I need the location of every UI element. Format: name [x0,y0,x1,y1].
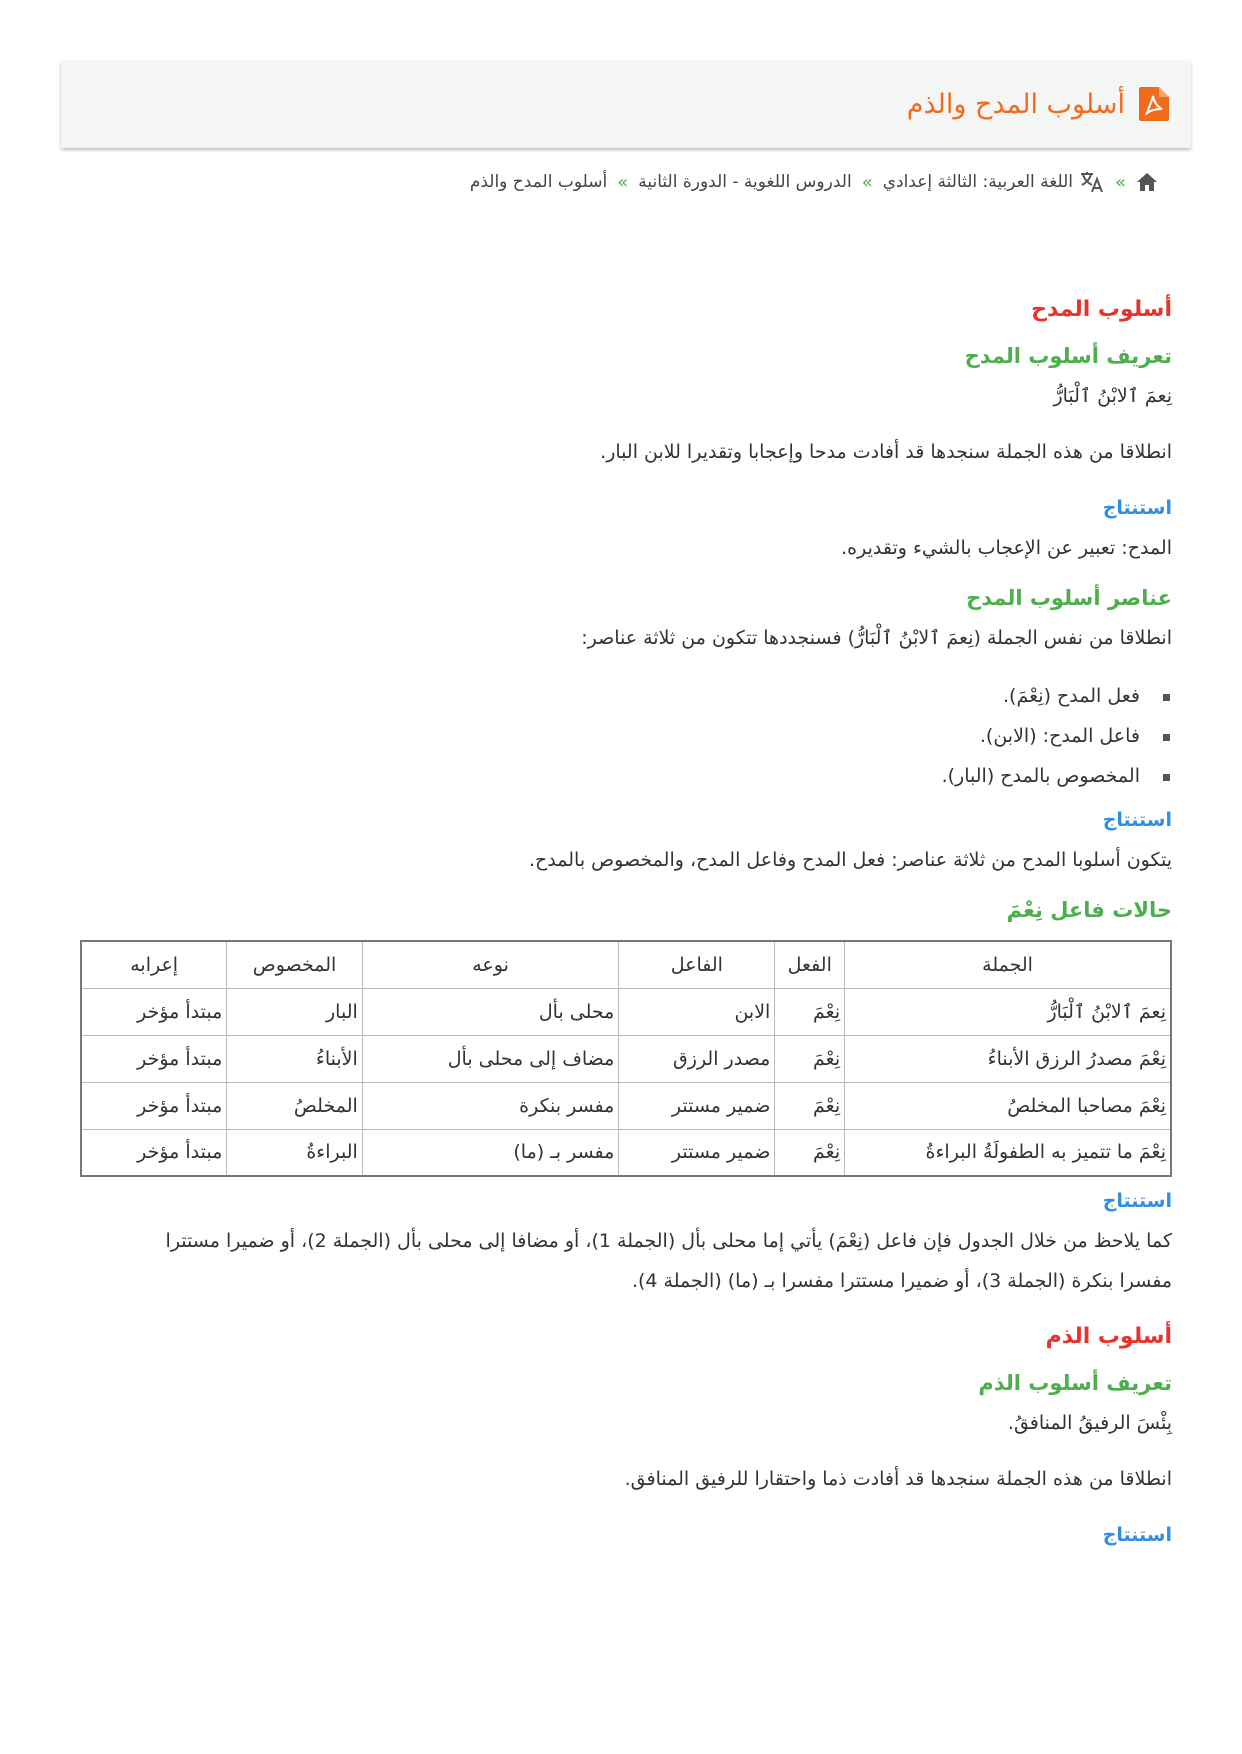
table-cell: مفسر بنكرة [362,1082,619,1129]
example-sentence-madh: نِعمَ ٱلابْنُ ٱلْبَارُّ [1053,385,1172,407]
list-item: فاعل المدح: (الابن). [62,716,1172,756]
table-cell: نِعْمَ [775,1129,845,1176]
pdf-icon[interactable] [1139,87,1169,121]
breadcrumb-item-subject[interactable]: اللغة العربية: الثالثة إعدادي [882,172,1073,192]
table-row [81,988,1171,1035]
example-sentence-dhamm: بِئْسَ الرفيقُ المنافقُ. [1007,1412,1172,1434]
table-cell: نِعْمَ ما تتميز به الطفولَةُ البراءةُ [845,1129,1171,1176]
table-cell: نِعْمَ [775,988,845,1035]
table-cell: مصدر الرزق [619,1035,775,1082]
definition-heading-madh: تعريف أسلوب المدح [964,344,1172,368]
table-cell: محلى بأل [362,988,619,1035]
breadcrumb-separator: » [861,171,873,193]
conclusion-text: يتكون أسلوبا المدح من ثلاثة عناصر: فعل المدح وفاعل المدح، والمخصوص بالمدح. [528,849,1172,871]
breadcrumb-item-current: أسلوب المدح والذم [469,172,608,192]
table-cell: ضمير مستتر [619,1129,775,1176]
table-cell: البراءةُ [227,1129,362,1176]
table-cell: مفسر بـ (ما) [362,1129,619,1176]
conclusion-text-line: مفسرا بنكرة (الجملة 3)، أو ضميرا مستترا مفسرا بـ (ما) (الجملة 4). [631,1270,1172,1292]
translate-icon [1079,170,1105,194]
table-row [81,1129,1171,1176]
section-heading-dhamm: أسلوب الذم [1045,1324,1172,1349]
intro-paragraph-madh: انطلاقا من هذه الجملة سنجدها قد أفادت مدحا وإعجابا وتقديرا للابن البار. [600,441,1172,463]
cases-table [80,940,1172,1177]
conclusion-label: استنتاج [1102,809,1172,831]
table-cell: البار [227,988,362,1035]
table-cell: مبتدأ مؤخر [81,988,227,1035]
breadcrumb-separator: » [1114,171,1126,193]
column-header: نوعه [362,941,619,988]
column-header: الفعل [775,941,845,988]
section-heading-madh: أسلوب المدح [1031,297,1172,322]
column-header: الفاعل [619,941,775,988]
list-item: المخصوص بالمدح (البار). [62,756,1172,796]
table-cell: مبتدأ مؤخر [81,1082,227,1129]
breadcrumb-item-category[interactable]: الدروس اللغوية - الدورة الثانية [638,172,852,192]
title-bar [61,60,1191,148]
table-cell: الابن [619,988,775,1035]
column-header: المخصوص [227,941,362,988]
conclusion-label: استنتاج [1102,1524,1172,1546]
table-cell: نِعْمَ مصدرُ الرزق الأبناءُ [845,1035,1171,1082]
conclusion-text-line: كما يلاحظ من خلال الجدول فإن فاعل (نِعْمَ) يأتي إما محلى بأل (الجملة 1)، أو مضافا إلى محلى بأل (الجملة 2)، أو ضميرا مستترا [165,1230,1172,1252]
table-cell: مضاف إلى محلى بأل [362,1035,619,1082]
elements-list [62,676,1172,796]
table-row [81,1035,1171,1082]
table-row [81,1082,1171,1129]
conclusion-label: استنتاج [1102,497,1172,519]
definition-heading-dhamm: تعريف أسلوب الذم [978,1371,1172,1395]
table-header-row [81,941,1171,988]
table-cell: مبتدأ مؤخر [81,1035,227,1082]
home-icon[interactable] [1136,172,1158,192]
table-cell: نِعْمَ [775,1035,845,1082]
table-cell: الأبناءُ [227,1035,362,1082]
conclusion-label: استنتاج [1102,1190,1172,1212]
column-header: إعرابه [81,941,227,988]
elements-intro: انطلاقا من نفس الجملة (نِعمَ ٱلابْنُ ٱلْبَارُّ) فسنجددها تتكون من ثلاثة عناصر: [581,627,1172,649]
column-header: الجملة [845,941,1171,988]
conclusion-text: المدح: تعبير عن الإعجاب بالشيء وتقديره. [841,537,1172,559]
lesson-content [62,290,1172,1555]
intro-paragraph-dhamm: انطلاقا من هذه الجملة سنجدها قد أفادت ذما واحتقارا للرفيق المنافق. [624,1468,1172,1490]
breadcrumb-separator: » [617,171,629,193]
page-title: أسلوب المدح والذم [906,88,1125,120]
cases-heading: حالات فاعل نِعْمَ [1006,898,1172,922]
list-item: فعل المدح (نِعْمَ). [62,676,1172,716]
table-cell: نِعْمَ مصاحبا المخلصُ [845,1082,1171,1129]
table-cell: نِعْمَ [775,1082,845,1129]
table-cell: مبتدأ مؤخر [81,1129,227,1176]
table-cell: ضمير مستتر [619,1082,775,1129]
table-cell: نِعمَ ٱلابْنُ ٱلْبَارُّ [845,988,1171,1035]
breadcrumb [470,170,1158,194]
elements-heading: عناصر أسلوب المدح [966,586,1172,610]
table-cell: المخلصُ [227,1082,362,1129]
